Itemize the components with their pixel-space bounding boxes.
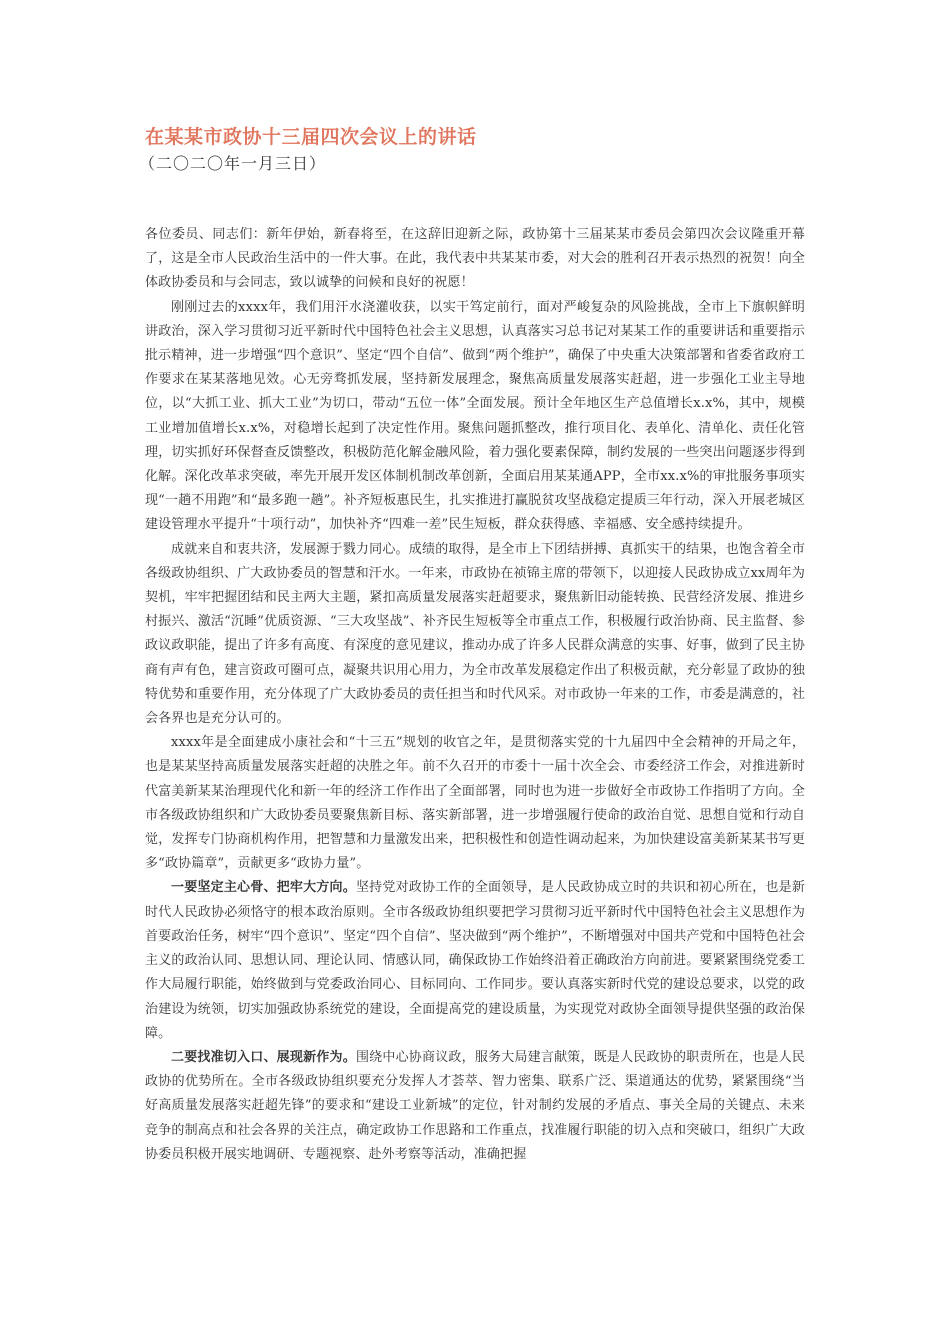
document-title: 在某某市政协十三届四次会议上的讲话 bbox=[145, 126, 477, 148]
paragraph-lead: 二要找准切入口、展现新作为。 bbox=[171, 1049, 356, 1065]
paragraph-text: 围绕中心协商议政，服务大局建言献策，既是人民政协的职责所在，也是人民政协的优势所在。全市各级政协组织要充分发挥人才荟萃、智力密集、联系广泛、渠道通达的优势，紧紧围绕“当好高质量发展落实赶超先锋”的要求和“建设工业新城”的定位，针对制约发展的矛盾点、事关全局的关键点、未来竞争的制高点和社会各界的关注点，确定政协工作思路和工作重点，找准履行职能的切入点和突破口，组织广大政协委员积极开展实地调研、专题视察、赴外考察等活动，准确把握 bbox=[145, 1049, 805, 1162]
paragraph-point-one bbox=[145, 876, 805, 1045]
paragraph-achievements bbox=[145, 538, 805, 732]
paragraph-text: 坚持党对政协工作的全面领导，是人民政协成立时的共识和初心所在，也是新时代人民政协必须恪守的根本政治原则。全市各级政协组织要把学习贯彻习近平新时代中国特色社会主义思想作为首要政治任务，树牢“四个意识”、坚定“四个自信”、坚决做到“两个维护”，不断增强对中国共产党和中国特色社会主义的政治认同、思想认同、理论认同、情感认同，确保政协工作始终沿着正确政治方向前进。要紧紧围绕党委工作大局履行职能，始终做到与党委政治同心、目标同向、工作同步。要认真落实新时代党的建设总要求，以党的政治建设为统领，切实加强政协系统党的建设，全面提高党的建设质量，为实现党对政协全面领导提供坚强的政治保障。 bbox=[145, 880, 805, 1041]
document-body bbox=[145, 223, 805, 1167]
paragraph-lead: 一要坚定主心骨、把牢大方向。 bbox=[171, 880, 356, 896]
document-date: （二〇二〇年一月三日） bbox=[139, 154, 327, 173]
paragraph-text: xxxx年是全面建成小康社会和“十三五”规划的收官之年，是贯彻落实党的十九届四中全会精神的开局之年，也是某某坚持高质量发展落实赶超的决胜之年。前不久召开的市委十一届十次全会、市委经济工作会，对推进新时代富美新某某治理现代化和新一年的经济工作作出了全面部署，同时也为进一步做好全市政协工作指明了方向。全市各级政协组织和广大政协委员要聚焦新目标、落实新部署，进一步增强履行使命的政治自觉、思想自觉和行动自觉，发挥专门协商机构作用，把智慧和力量激发出来，把积极性和创造性调动起来，为加快建设富美新某某书写更多“政协篇章”，贡献更多“政协力量”。 bbox=[145, 735, 805, 872]
paragraph-outlook bbox=[145, 731, 805, 876]
paragraph-text: 刚刚过去的xxxx年，我们用汗水浇灌收获，以实干笃定前行，面对严峻复杂的风险挑战，全市上下旗帜鲜明讲政治，深入学习贯彻习近平新时代中国特色社会主义思想，认真落实习总书记对某某工作的重要讲话和重要指示批示精神，进一步增强“四个意识”、坚定“四个自信”、做到“两个维护”，确保了中央重大决策部署和省委省政府工作要求在某某落地见效。心无旁骛抓发展，坚持新发展理念，聚焦高质量发展落实赶超，进一步强化工业主导地位，以“大抓工业、抓大工业”为切口，带动“五位一体”全面发展。预计全年地区生产总值增长x.x%，其中，规模工业增加值增长x.x%，对稳增长起到了决定性作用。聚焦问题抓整改，推行项目化、表单化、清单化、责任化管理，切实抓好环保督查反馈整改，积极防范化解金融风险，着力强化要素保障，制约发展的一些突出问题逐步得到化解。深化改革求突破，率先开展开发区体制机制改革创新，全面启用某某通APP，全市xx.x%的审批服务事项实现“一趟不用跑”和“最多跑一趟”。补齐短板惠民生，扎实推进打赢脱贫攻坚战稳定提质三年行动，深入开展老城区建设管理水平提升“十项行动”，加快补齐“四难一差”民生短板，群众获得感、幸福感、安全感持续提升。 bbox=[145, 299, 805, 533]
paragraph-opening bbox=[145, 223, 805, 296]
document-page bbox=[139, 123, 805, 1167]
paragraph-text: 成就来自和衷共济，发展源于戮力同心。成绩的取得，是全市上下团结拼搏、真抓实干的结果，也饱含着全市各级政协组织、广大政协委员的智慧和汗水。一年来，市政协在祯锦主席的带领下，以迎接人民政协成立xx周年为契机，牢牢把握团结和民主两大主题，紧扣高质量发展落实赶超要求，聚焦新旧动能转换、民营经济发展、推进乡村振兴、激活“沉睡”优质资源、“三大攻坚战”、补齐民生短板等全市重点工作，积极履行政治协商、民主监督、参政议政职能，提出了许多有高度、有深度的意见建议，推动办成了许多人民群众满意的实事、好事，做到了民主协商有声有色，建言资政可圈可点，凝聚共识用心用力，为全市改革发展稳定作出了积极贡献，充分彰显了政协的独特优势和重要作用，充分体现了广大政协委员的责任担当和时代风采。对市政协一年来的工作，市委是满意的，社会各界也是充分认可的。 bbox=[145, 541, 805, 727]
paragraph-point-two bbox=[145, 1046, 805, 1167]
paragraph-review bbox=[145, 296, 805, 538]
paragraph-text: 各位委员、同志们：新年伊始，新春将至，在这辞旧迎新之际，政协第十三届某某市委员会第四次会议隆重开幕了，这是全市人民政治生活中的一件大事。在此，我代表中共某某市委，对大会的胜利召开表示热烈的祝贺！向全体政协委员和与会同志，致以诚挚的问候和良好的祝愿！ bbox=[145, 227, 805, 291]
